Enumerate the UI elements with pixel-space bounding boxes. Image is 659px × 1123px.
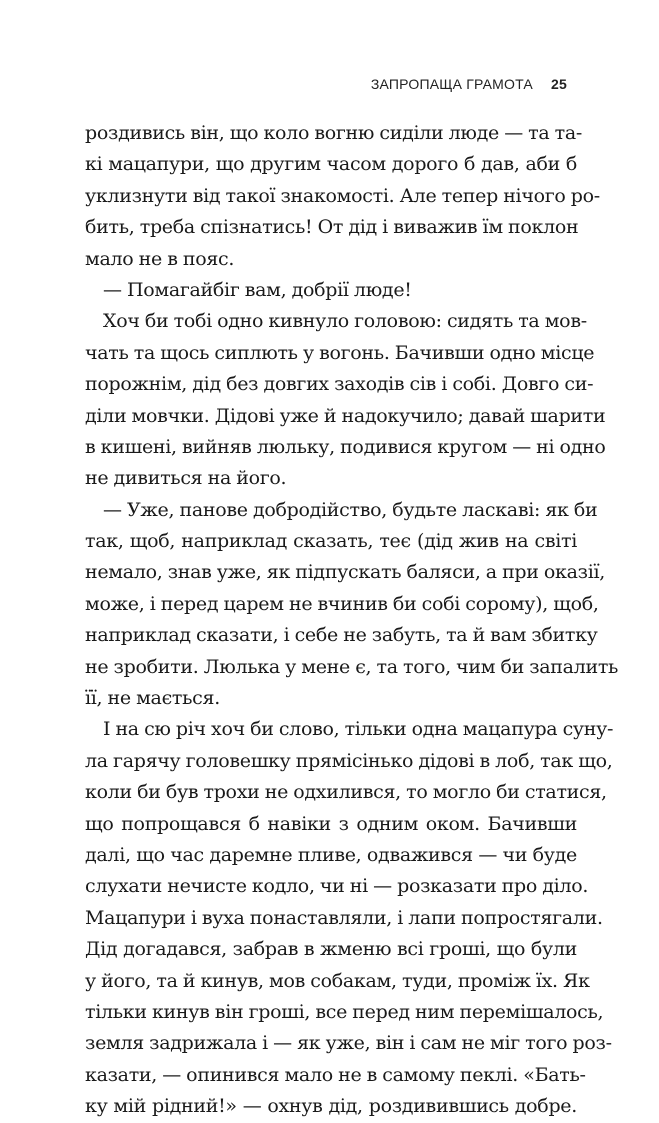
running-head-title: ЗАПРОПАЩА ГРАМОТА	[370, 76, 533, 92]
text-line: далі, що час даремне пливе, одважився — чи буде	[85, 843, 577, 866]
text-line: може, і перед царем не вчинив би собі сорому), щоб,	[85, 592, 599, 615]
text-line: не зробити. Люлька у мене є, та того, чим би запалить	[85, 655, 619, 678]
text-line: у його, та й кинув, мов собакам, туди, проміж їх. Як	[85, 969, 590, 992]
text-line: чать та щось сиплють у вогонь. Бачивши одно місце	[85, 341, 595, 364]
text-line: уклизнути від такої знакомості. Але тепер нічого ро-	[85, 184, 600, 207]
text-line: діли мовчки. Дідові уже й надокучило; давай шарити	[85, 404, 606, 427]
text-line: в кишені, вийняв люльку, подивися кругом — ні одно	[85, 435, 606, 458]
text-line: Мацапури і вуха понаставляли, і лапи попростягали.	[85, 906, 603, 929]
text-line: ла гарячу головешку прямісінько дідові в лоб, так що,	[85, 749, 613, 772]
text-line: так, щоб, наприклад сказать, теє (дід жив на світі	[85, 530, 577, 553]
text-line: — Уже, панове добродійство, будьте ласкаві: як би	[103, 498, 598, 521]
text-line: її, не мається.	[85, 687, 220, 710]
text-line: наприклад сказати, і себе не забуть, та й вам збитку	[85, 624, 598, 647]
text-line: Дід догадався, забрав в жменю всі гроші, що були	[85, 938, 577, 961]
text-line: тільки кинув він гроші, все перед ним перемішалось,	[85, 1000, 604, 1023]
text-line: порожнім, дід без довгих заходів сів і собі. Довго си-	[85, 373, 594, 396]
page-number: 25	[551, 76, 567, 92]
running-head	[371, 76, 567, 92]
text-line: бить, треба спізнатись! От дід і виважив їм поклон	[85, 216, 579, 239]
text-line: що попрощався б навіки з одним оком. Бачивши	[85, 812, 577, 835]
text-line: Хоч би тобі одно кивнуло головою: сидять та мов-	[103, 310, 587, 333]
text-line: кі мацапури, що другим часом дорого б дав, аби б	[85, 153, 577, 176]
text-line: земля задрижала і — як уже, він і сам не міг того роз-	[85, 1032, 612, 1055]
text-line: слухати нечисте кодло, чи ні — розказати про діло.	[85, 875, 589, 898]
text-line: роздивись він, що коло вогню сиділи люде — та та-	[85, 122, 582, 144]
text-line: коли би був трохи не одхилився, то могло би статися,	[85, 781, 607, 804]
text-line: не дивиться на його.	[85, 467, 287, 490]
text-line: — Помагайбіг вам, добрії люде!	[103, 278, 412, 301]
text-line: І на сю річ хоч би слово, тільки одна мацапура суну-	[103, 718, 614, 741]
text-line: мало не в пояс.	[85, 247, 235, 270]
body-text	[85, 118, 619, 1123]
text-line: казати, — опинився мало не в самому пеклі. «Бать-	[85, 1063, 586, 1086]
text-line: немало, знав уже, як підпускать баляси, а при оказії,	[85, 561, 605, 584]
text-line: ку мій рідний!» — охнув дід, роздивившись добре.	[85, 1095, 577, 1118]
